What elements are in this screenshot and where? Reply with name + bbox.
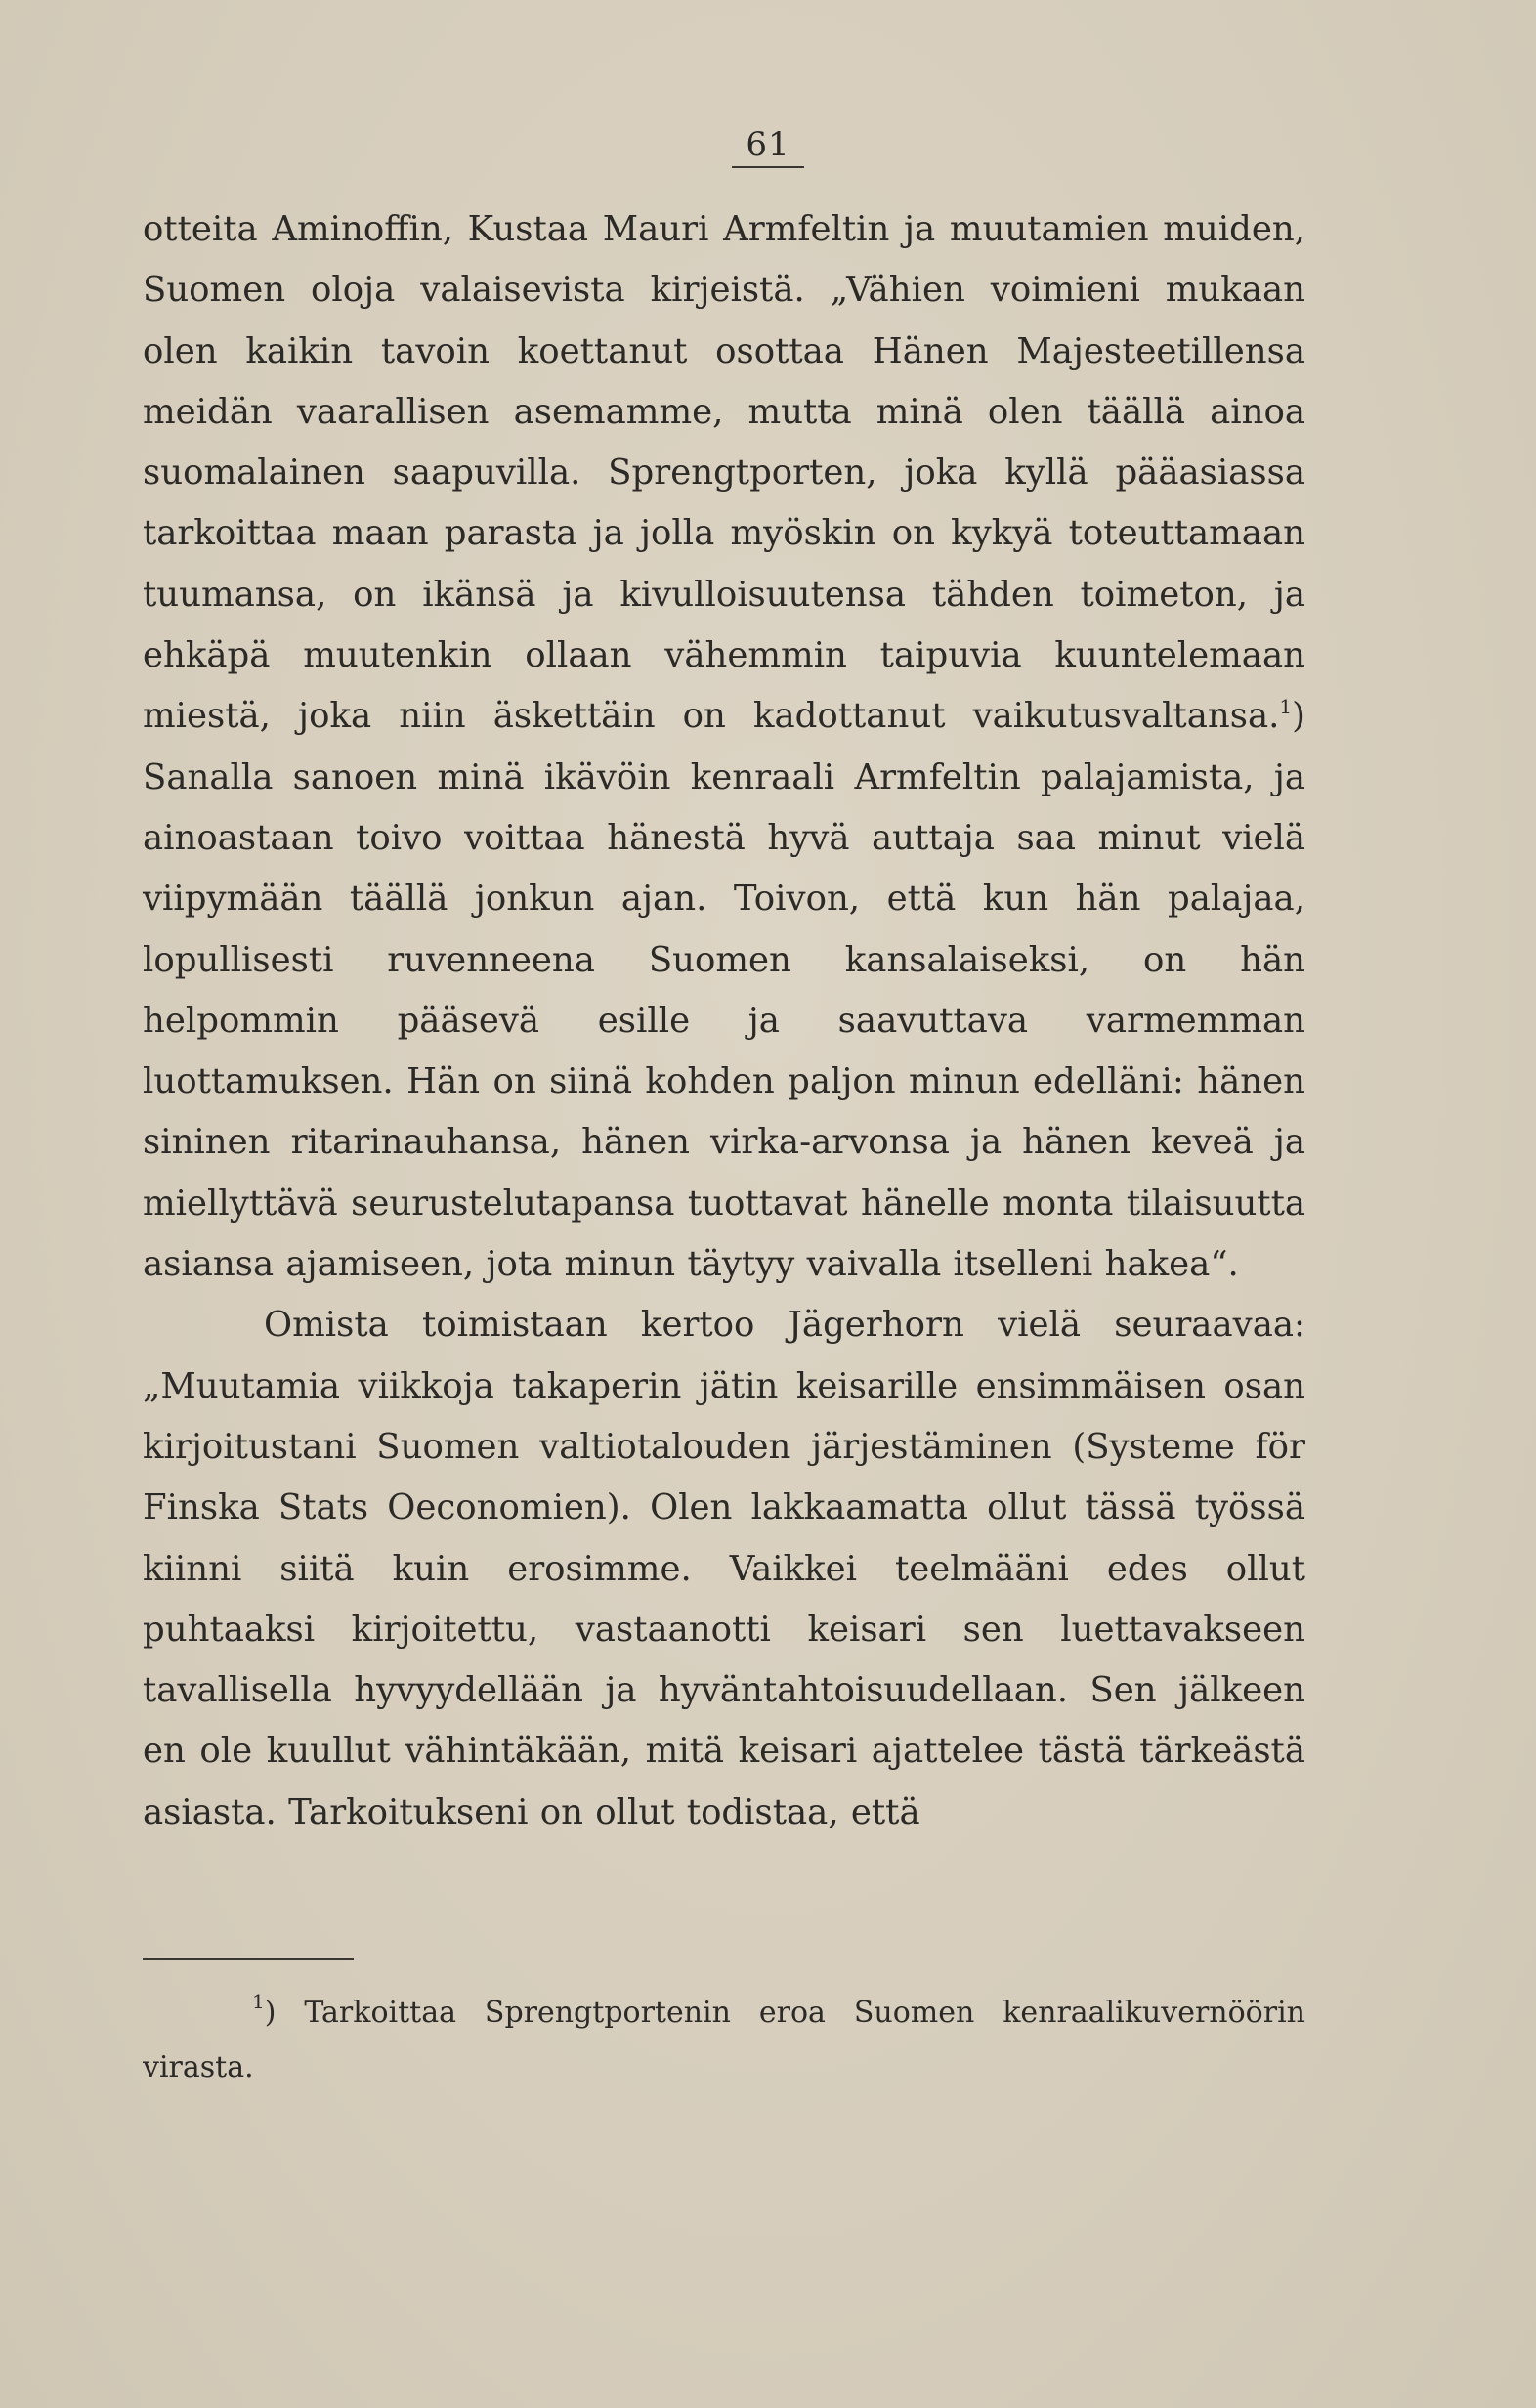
paragraph-1 xyxy=(143,199,1305,1295)
body-text xyxy=(143,199,1305,1843)
footnote-mark: 1 xyxy=(252,1990,265,2013)
paragraph-2: Omista toimistaan kertoo Jägerhorn vielä seuraavaa: „Muutamia viikkoja takaperin jätin keisarille ensimmäisen osan kirjoitustani Suomen valtiotalouden järjestäminen (Systeme för Finska Stats Oeconomien). Olen lakkaamatta ollut tässä työssä kiinni siitä kuin erosimme. Vaikkei teelmääni edes ollut puhtaaksi kirjoitettu, vastaanotti keisari sen luettavakseen tavallisella hyvyydellään ja hyväntahtoisuudellaan. Sen jälkeen en ole kuullut vähintäkään, mitä keisari ajattelee tästä tärkeästä asiasta. Tarkoitukseni on ollut todistaa, että xyxy=(143,1305,1305,1832)
paragraph-1-text-after-note: ) Sanalla sanoen minä ikävöin kenraali Armfeltin palajamista, ja ainoastaan toivo voittaa hänestä hyvä auttaja saa minut vielä viipymään täällä jonkun ajan. Toivon, että kun hän palajaa, lopullisesti ruvenneena Suomen kansalaiseksi, on hän helpommin pääsevä esille ja saavuttava varmemman luottamuksen. Hän on siinä kohden paljon minun edelläni: hänen sininen ritarinauhansa, hänen virka-arvonsa ja hänen keveä ja miellyttävä seurustelutapansa tuottavat hänelle monta tilaisuutta asiansa ajamiseen, jota minun täytyy vaivalla itselleni hakea“. xyxy=(143,696,1305,1285)
footnote-reference-mark[interactable]: 1 xyxy=(1279,695,1293,719)
page-number-text: 61 xyxy=(732,125,803,168)
footnote-divider xyxy=(143,1958,354,1960)
paragraph-1-text-before-note: otteita Aminoffin, Kustaa Mauri Armfeltin ja muutamien muiden, Suomen oloja valaisevista kirjeistä. „Vähien voimieni mukaan olen kaikin tavoin koettanut osottaa Hänen Majesteetillensa meidän vaarallisen asemamme, mutta minä olen täällä ainoa suomalainen saapuvilla. Sprengtporten, joka kyllä pääasiassa tarkoittaa maan parasta ja jolla myöskin on kykyä toteuttamaan tuumansa, on ikänsä ja kivulloisuutensa tähden toimeton, ja ehkäpä muutenkin ollaan vähemmin taipuvia kuuntelemaan miestä, joka niin äskettäin on kadottanut vaikutusvaltansa. xyxy=(143,209,1305,737)
footnote-text: Tarkoittaa Sprengtportenin eroa Suomen kenraalikuvernöörin virasta. xyxy=(143,1996,1305,2085)
footnote xyxy=(143,1986,1305,2095)
page-number xyxy=(0,125,1536,168)
footnote-mark-close: ) xyxy=(264,1996,277,2030)
